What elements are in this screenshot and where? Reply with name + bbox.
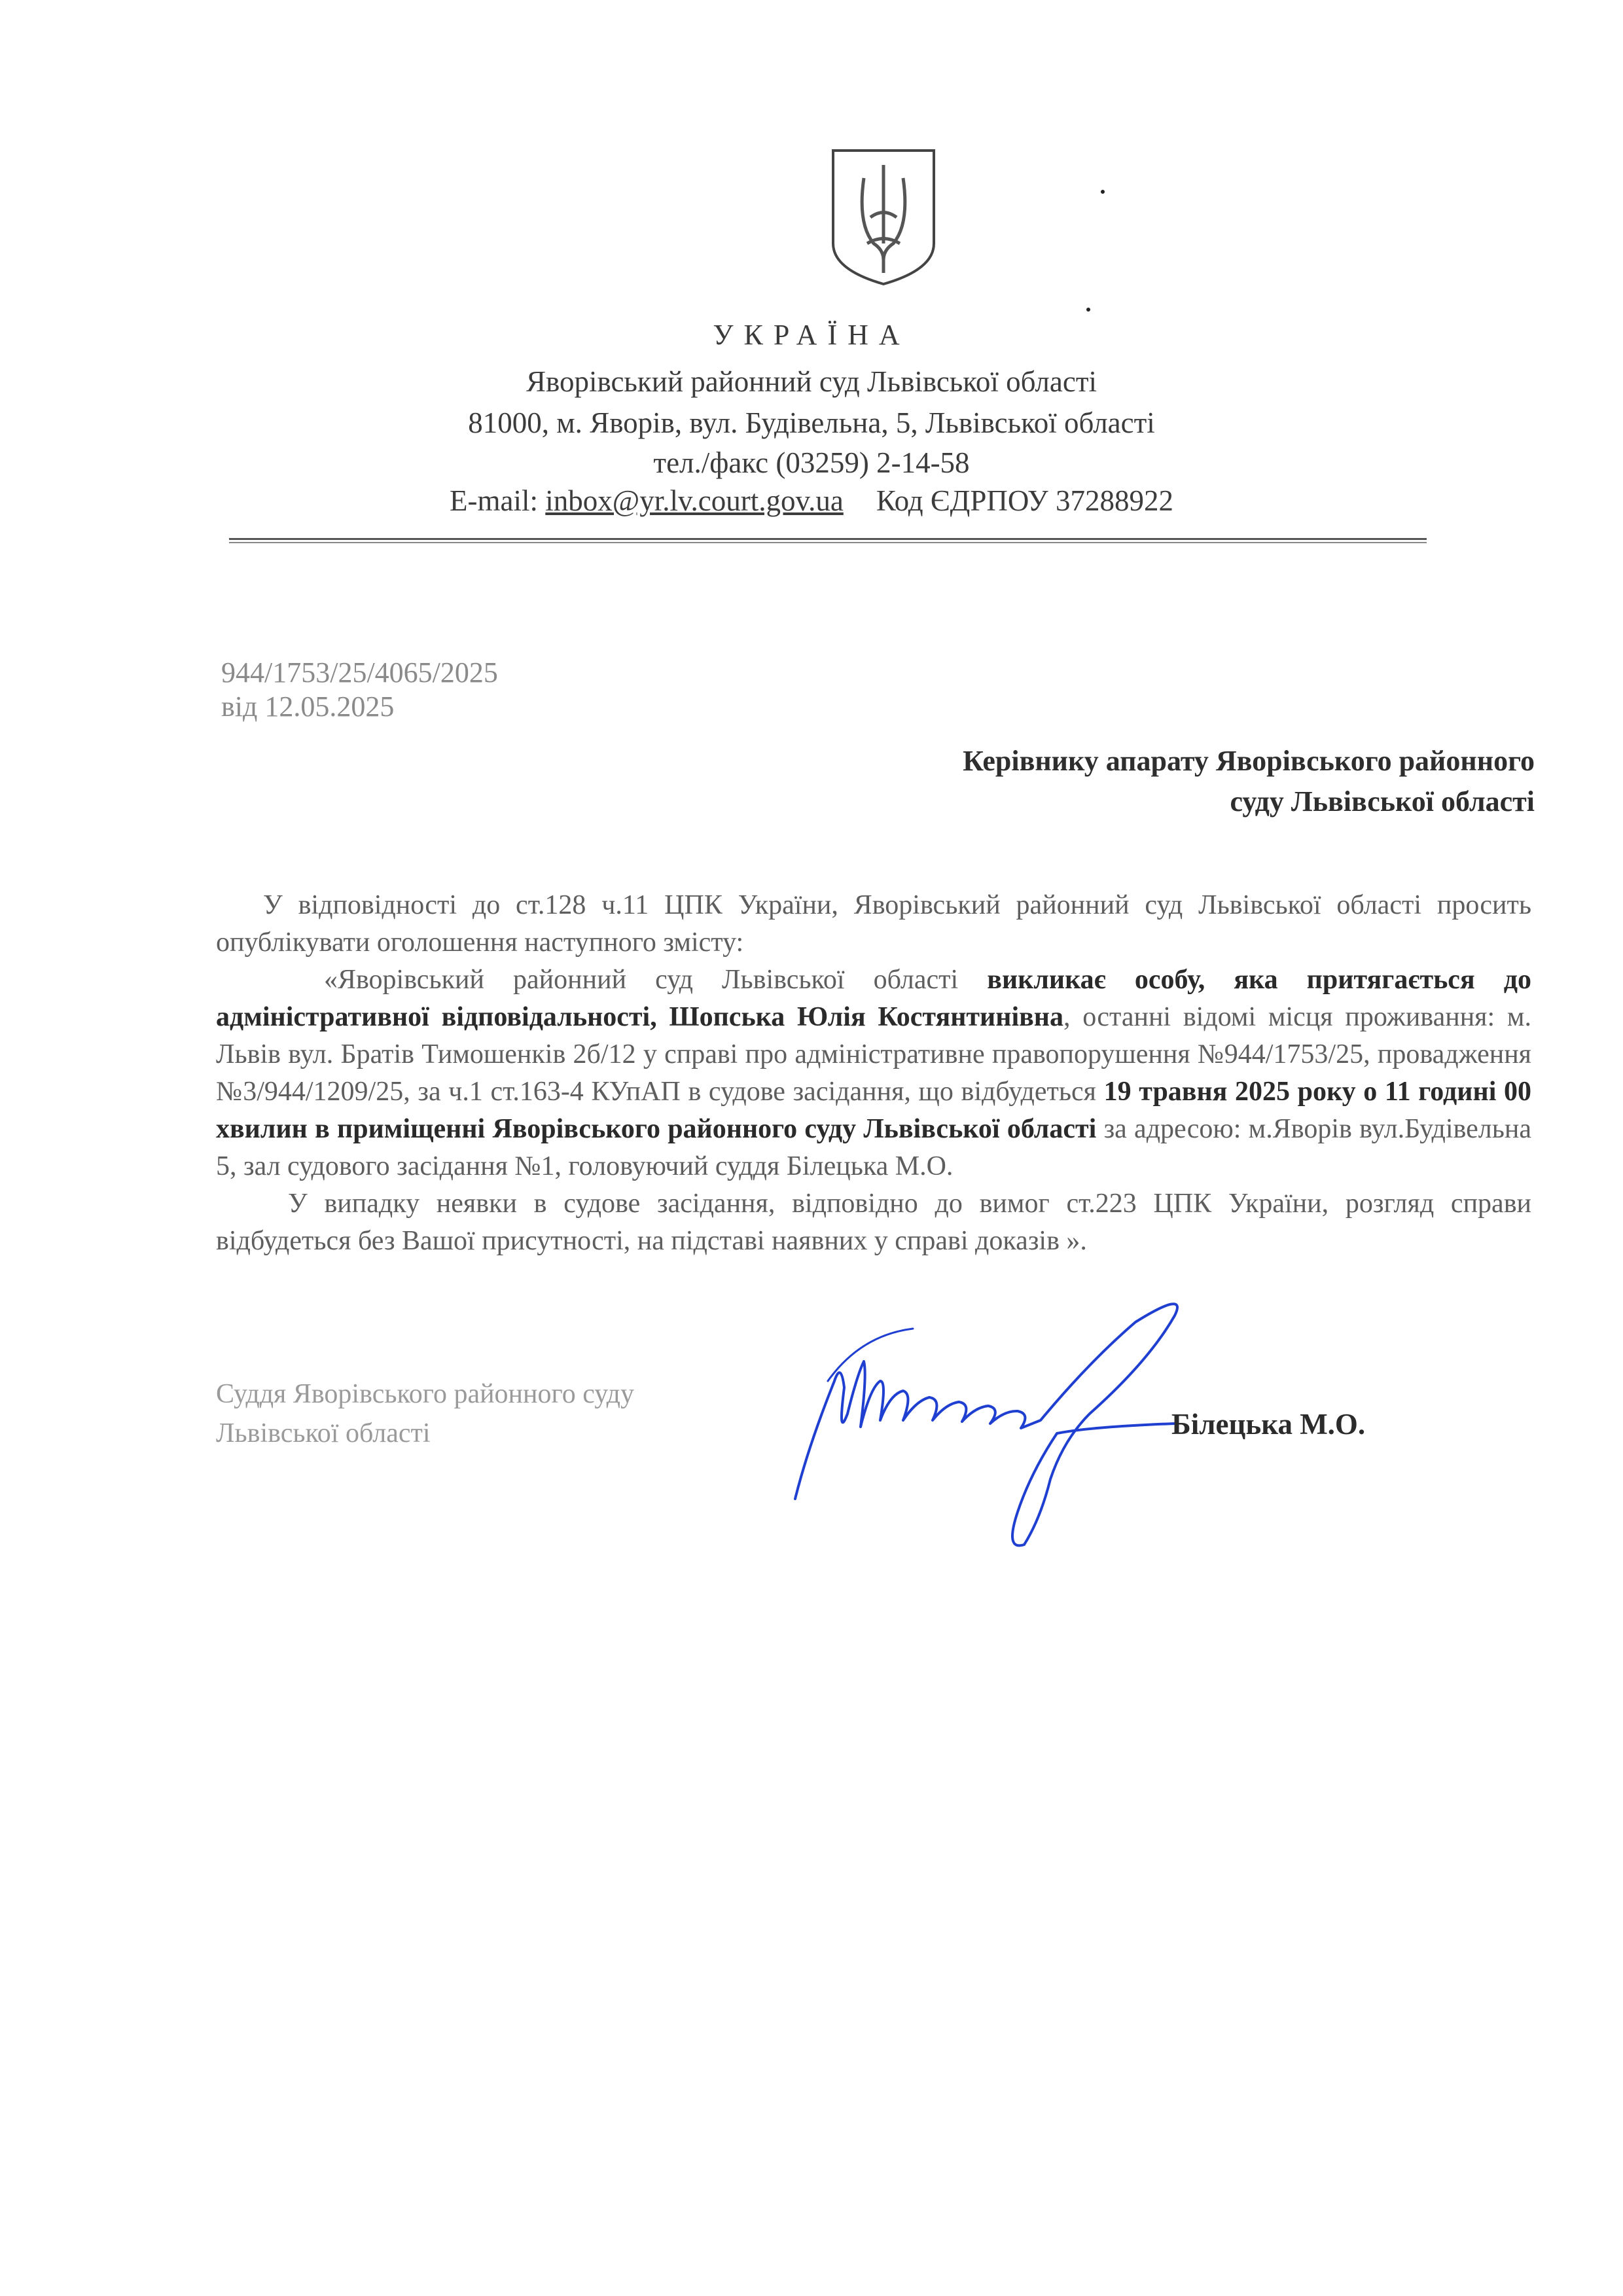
announcement-summons: викликає особу, яка притягається до адміністративної відповідальності, Шопська Юлія Костянтинівна bbox=[216, 965, 1531, 1032]
reference-date: від 12.05.2025 bbox=[221, 691, 395, 723]
paragraph-request: У відповідності до ст.128 ч.11 ЦПК України, Яворівський районний суд Львівської області просить опублікувати оголошення наступного змісту: bbox=[216, 890, 1531, 958]
announcement-location: за адресою: м.Яворів вул.Будівельна 5, зал судового засідання №1, головуючий суддя Білецька М.О. bbox=[216, 1114, 1532, 1181]
paragraph-announcement bbox=[216, 961, 1531, 1185]
letter-body bbox=[216, 887, 1531, 1260]
header-divider bbox=[229, 538, 1427, 543]
coat-of-arms-emblem bbox=[828, 145, 939, 288]
header-country: УКРАЇНА bbox=[713, 319, 910, 351]
addressee-line-2: суду Львівської області bbox=[1230, 785, 1535, 817]
edrpou-code: Код ЄДРПОУ 37288922 bbox=[876, 484, 1173, 517]
judge-title bbox=[216, 1374, 634, 1453]
scan-speck bbox=[1086, 308, 1090, 312]
email-link[interactable]: inbox@yr.lv.court.gov.ua bbox=[545, 484, 844, 517]
announcement-hearing-time: 19 травня 2025 року о 11 годині 00 хвилин в приміщенні Яворівського районного суду Львівської області bbox=[216, 1077, 1532, 1144]
header-phone: тел./факс (03259) 2-14-58 bbox=[653, 446, 970, 479]
reference-number: 944/1753/25/4065/2025 bbox=[221, 656, 498, 689]
scan-speck bbox=[1101, 190, 1105, 194]
judge-title-line-2: Львівської області bbox=[216, 1418, 431, 1448]
judge-name: Білецька М.О. bbox=[1171, 1408, 1366, 1441]
paragraph-absence-notice: У випадку неявки в судове засідання, відповідно до вимог ст.223 ЦПК України, розгляд справи відбудеться без Вашої присутності, на підставі наявних у справі доказів ». bbox=[216, 1189, 1531, 1256]
judge-title-line-1: Суддя Яворівського районного суду bbox=[216, 1379, 635, 1409]
email-label: E-mail: bbox=[450, 484, 539, 517]
header-court-name: Яворівський районний суд Львівської області bbox=[526, 365, 1097, 398]
header-contacts bbox=[209, 480, 1414, 521]
handwritten-signature bbox=[782, 1283, 1201, 1558]
header-address: 81000, м. Яворів, вул. Будівельна, 5, Львівської області bbox=[468, 406, 1155, 439]
announcement-intro: «Яворівський районний суд Львівської області bbox=[324, 965, 988, 995]
addressee-line-1: Керівнику апарату Яворівського районного bbox=[963, 745, 1535, 777]
announcement-details: , останні відомі місця проживання: м. Львів вул. Братів Тимошенків 2б/12 у справі про адміністративне правопорушення №944/1753/25, провадження №3/944/1209/25, за ч.1 ст.163-4 КУпАП в судове засідання, що відбудеться bbox=[216, 1002, 1531, 1107]
